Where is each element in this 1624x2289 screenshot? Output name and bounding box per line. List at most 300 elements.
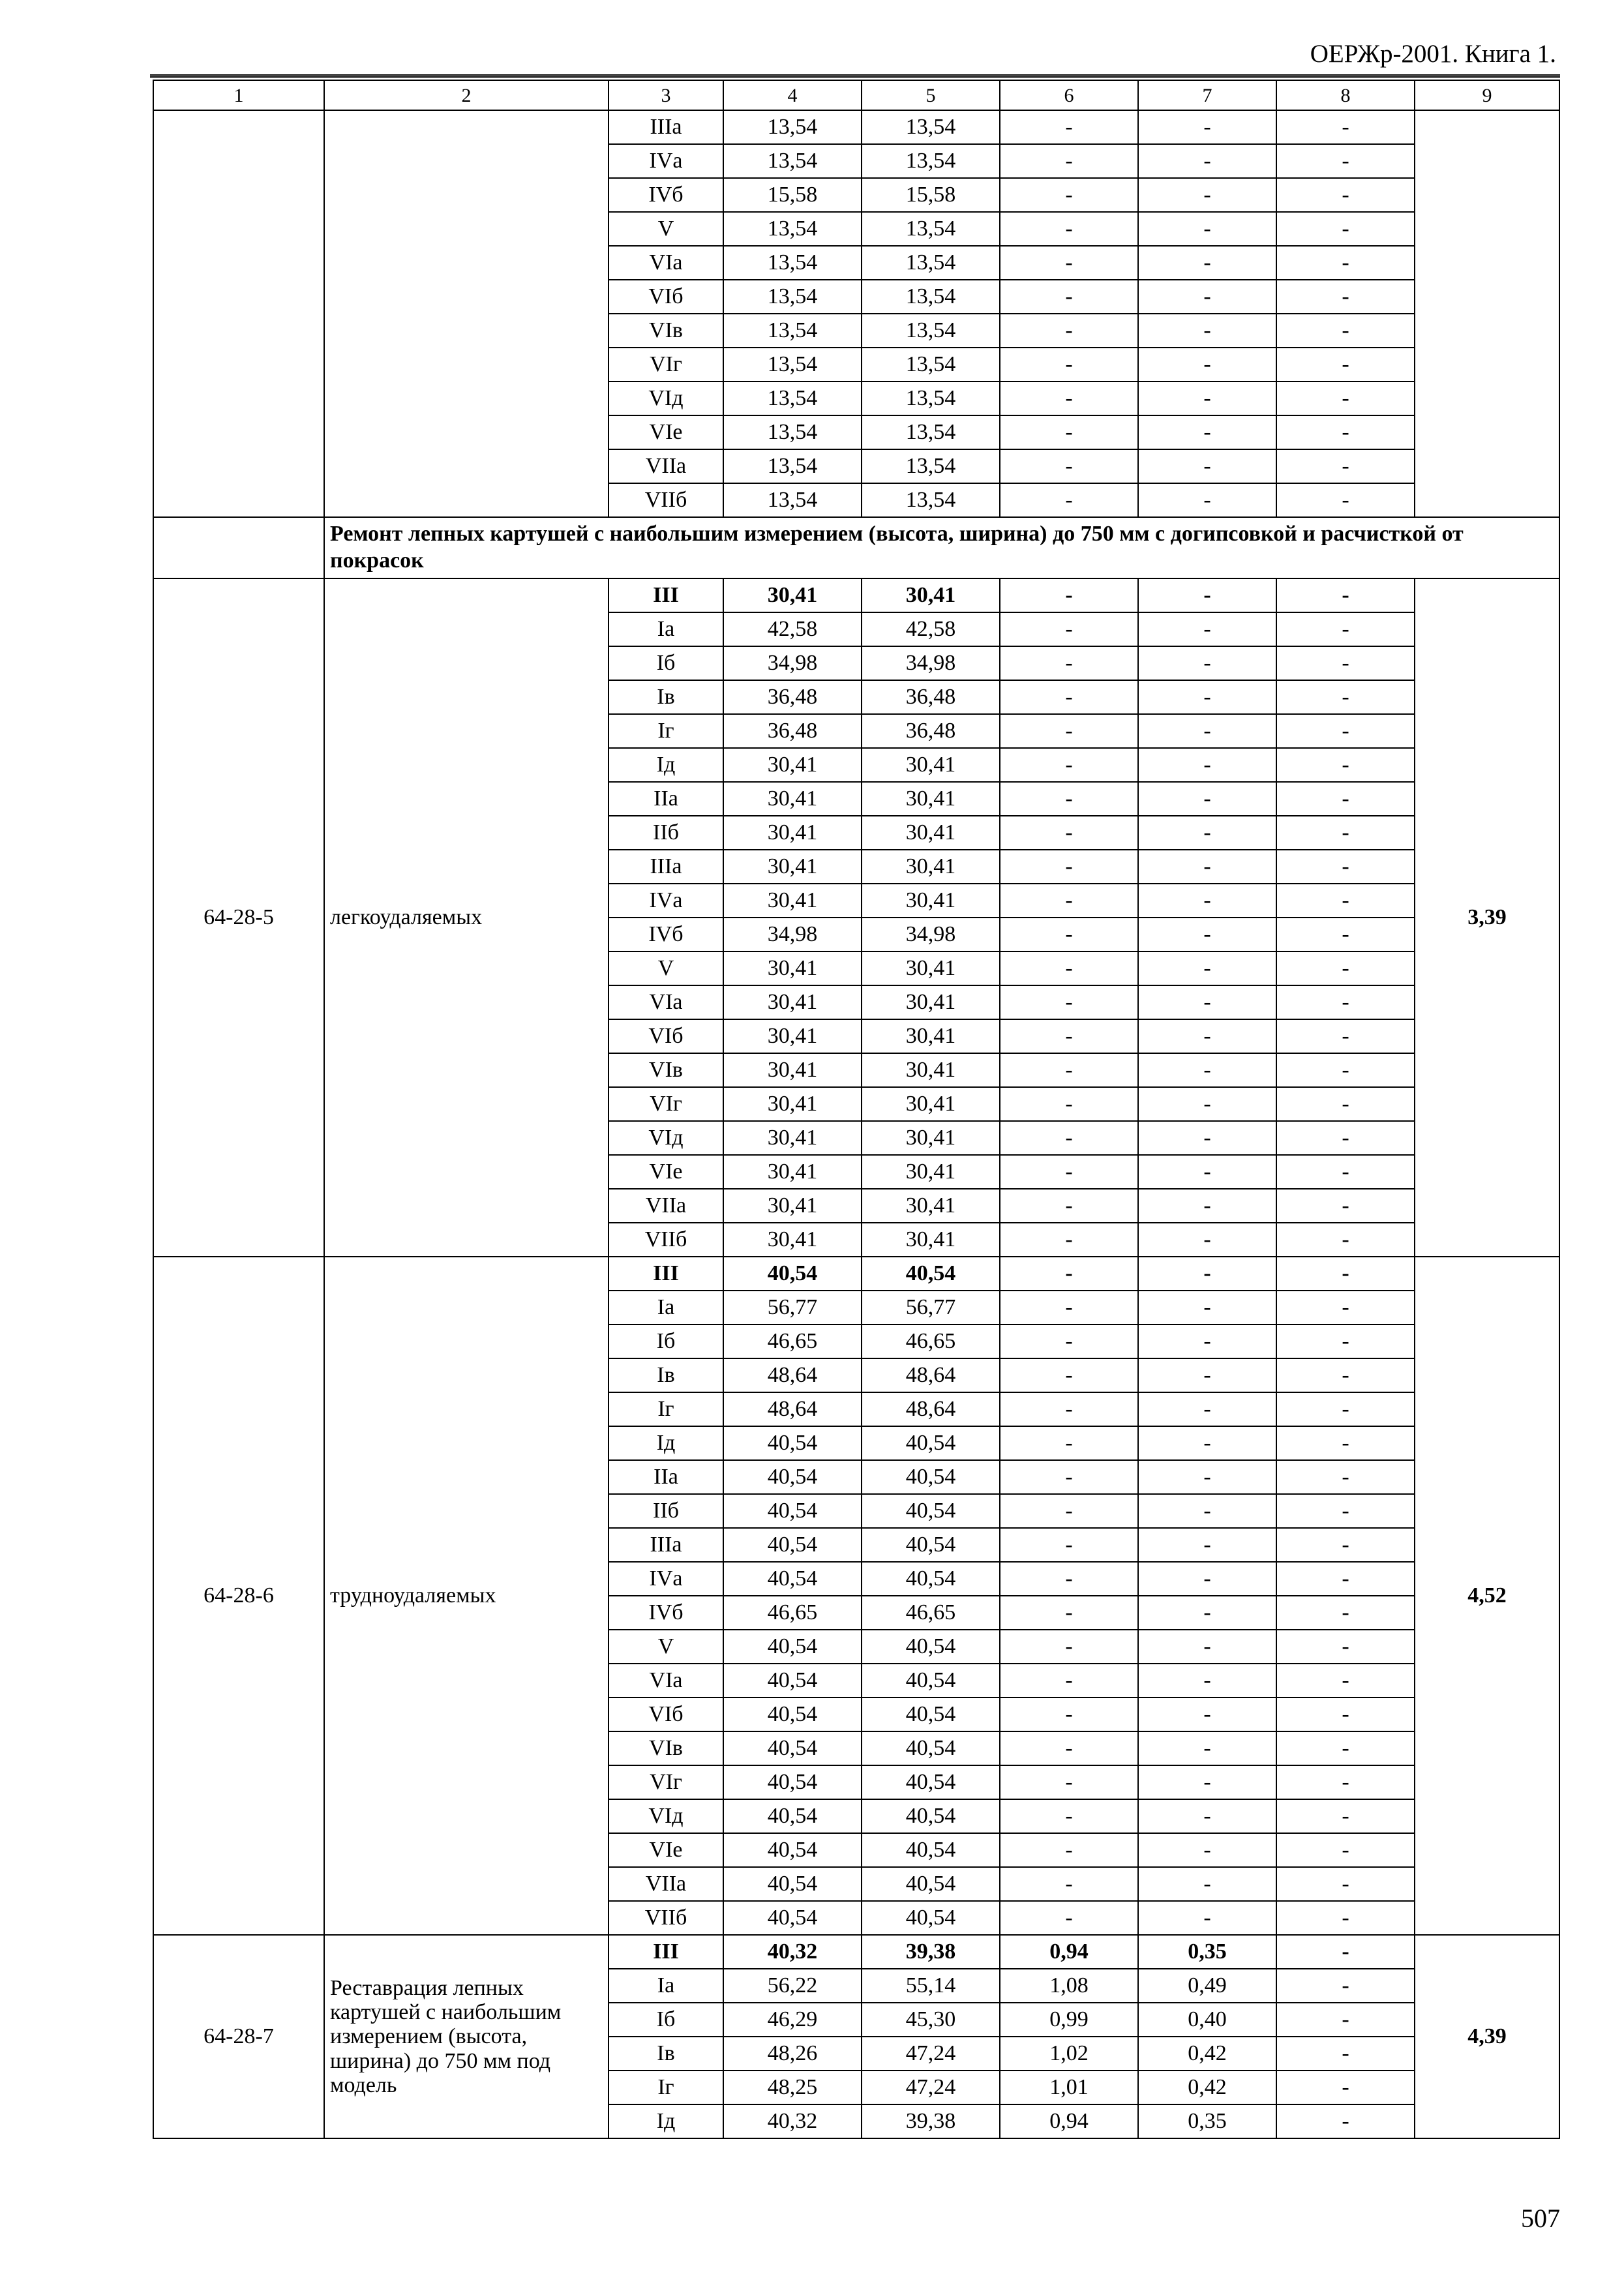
zone-cell: Iб — [609, 1324, 723, 1358]
value-cell: 30,41 — [862, 1087, 1000, 1121]
value-cell: 30,41 — [862, 951, 1000, 985]
value-cell: - — [1138, 612, 1276, 646]
column-number: 6 — [1000, 80, 1138, 110]
value-cell: 40,54 — [723, 1867, 862, 1901]
value-cell: - — [1138, 1630, 1276, 1664]
value-cell: - — [1276, 1392, 1415, 1426]
value-cell: - — [1000, 246, 1138, 280]
value-cell: 30,41 — [862, 1121, 1000, 1155]
table-body — [153, 80, 1559, 2138]
value-cell: - — [1276, 646, 1415, 680]
value-cell: 13,54 — [862, 483, 1000, 517]
value-cell: - — [1000, 415, 1138, 449]
value-cell: 30,41 — [723, 748, 862, 782]
value-cell: 40,54 — [862, 1630, 1000, 1664]
value-cell: - — [1138, 483, 1276, 517]
value-cell: 30,41 — [723, 578, 862, 612]
zone-cell: VIг — [609, 1087, 723, 1121]
value-cell: - — [1000, 1698, 1138, 1731]
value-cell: - — [1000, 1867, 1138, 1901]
value-cell: - — [1000, 816, 1138, 850]
value-cell: 0,42 — [1138, 2037, 1276, 2071]
zone-cell: V — [609, 1630, 723, 1664]
zone-cell: IIб — [609, 1494, 723, 1528]
value-cell: - — [1138, 1901, 1276, 1935]
value-cell: - — [1138, 1426, 1276, 1460]
value-cell: - — [1138, 1867, 1276, 1901]
value-cell: - — [1138, 951, 1276, 985]
value-cell: 0,99 — [1000, 2003, 1138, 2037]
value-cell: - — [1276, 1426, 1415, 1460]
value-cell: 13,54 — [723, 449, 862, 483]
value-cell: 30,41 — [862, 884, 1000, 918]
value-cell: - — [1276, 2003, 1415, 2037]
value-cell: 30,41 — [862, 985, 1000, 1019]
zone-cell: IIа — [609, 1460, 723, 1494]
value-cell: 13,54 — [862, 110, 1000, 144]
zone-cell: IIIа — [609, 850, 723, 884]
value-cell: - — [1138, 1562, 1276, 1596]
value-cell: - — [1138, 850, 1276, 884]
zone-cell: VIа — [609, 246, 723, 280]
value-cell: 30,41 — [862, 782, 1000, 816]
value-cell: 48,64 — [723, 1358, 862, 1392]
value-cell: 34,98 — [723, 918, 862, 951]
value-cell: 40,54 — [862, 1731, 1000, 1765]
value-cell: 30,41 — [723, 884, 862, 918]
value-cell: - — [1138, 246, 1276, 280]
value-cell: - — [1276, 918, 1415, 951]
value-cell: - — [1000, 1189, 1138, 1223]
value-cell: - — [1138, 1358, 1276, 1392]
value-cell: - — [1276, 483, 1415, 517]
value-cell: - — [1138, 1257, 1276, 1291]
zone-cell: Iб — [609, 2003, 723, 2037]
value-cell: 40,54 — [723, 1901, 862, 1935]
table-row — [153, 1257, 1559, 1291]
zone-cell: VIа — [609, 985, 723, 1019]
value-cell: 36,48 — [862, 680, 1000, 714]
value-cell: 30,41 — [723, 1189, 862, 1223]
value-cell: - — [1276, 415, 1415, 449]
value-cell: 47,24 — [862, 2071, 1000, 2104]
value-cell: - — [1000, 483, 1138, 517]
value-cell: 40,54 — [862, 1460, 1000, 1494]
value-cell: - — [1000, 578, 1138, 612]
value-cell: - — [1276, 1324, 1415, 1358]
zone-cell: IVб — [609, 178, 723, 212]
value-cell: - — [1000, 449, 1138, 483]
value-cell: - — [1000, 1019, 1138, 1053]
value-cell: - — [1000, 1901, 1138, 1935]
value-cell: 30,41 — [862, 1019, 1000, 1053]
zone-cell: Iа — [609, 612, 723, 646]
value-cell: 30,41 — [723, 1053, 862, 1087]
zone-cell: VIе — [609, 1833, 723, 1867]
value-cell: - — [1000, 382, 1138, 415]
rate-code: 64-28-6 — [153, 1257, 324, 1935]
value-cell: 40,54 — [723, 1833, 862, 1867]
value-cell: - — [1276, 1019, 1415, 1053]
zone-cell: Iв — [609, 1358, 723, 1392]
value-cell: 40,54 — [723, 1664, 862, 1698]
section-title-cell — [324, 517, 1559, 578]
zone-cell: V — [609, 951, 723, 985]
value-cell: 40,54 — [723, 1528, 862, 1562]
zone-cell: Iд — [609, 2104, 723, 2138]
value-cell: - — [1000, 1223, 1138, 1257]
value-cell: - — [1138, 782, 1276, 816]
value-cell: 13,54 — [862, 449, 1000, 483]
value-cell: - — [1000, 985, 1138, 1019]
value-cell: - — [1276, 1494, 1415, 1528]
section-code-cell — [153, 517, 324, 578]
value-cell: - — [1000, 1528, 1138, 1562]
value-cell: - — [1276, 2037, 1415, 2071]
value-cell: - — [1276, 1765, 1415, 1799]
value-cell: 39,38 — [862, 2104, 1000, 2138]
value-cell: 56,77 — [862, 1291, 1000, 1324]
table-row — [153, 1935, 1559, 1969]
value-cell: 13,54 — [723, 110, 862, 144]
column-number: 9 — [1415, 80, 1559, 110]
value-cell: - — [1000, 1155, 1138, 1189]
description-cell — [324, 110, 609, 517]
rate-description: трудноудаляемых — [324, 1257, 609, 1935]
zone-cell: VIIа — [609, 1189, 723, 1223]
value-cell: - — [1000, 1596, 1138, 1630]
zone-cell: VIд — [609, 1799, 723, 1833]
value-cell: 0,35 — [1138, 2104, 1276, 2138]
value-cell: 40,54 — [862, 1664, 1000, 1698]
total-cell: 4,39 — [1415, 1935, 1559, 2138]
value-cell: - — [1276, 2071, 1415, 2104]
value-cell: - — [1138, 1291, 1276, 1324]
value-cell: 13,54 — [862, 415, 1000, 449]
value-cell: - — [1000, 280, 1138, 314]
value-cell: 1,08 — [1000, 1969, 1138, 2003]
value-cell: 40,54 — [862, 1867, 1000, 1901]
value-cell: 56,22 — [723, 1969, 862, 2003]
value-cell: 48,26 — [723, 2037, 862, 2071]
value-cell: - — [1138, 1765, 1276, 1799]
value-cell: - — [1000, 1053, 1138, 1087]
value-cell: - — [1000, 1426, 1138, 1460]
zone-cell: VIIб — [609, 483, 723, 517]
zone-cell: Iв — [609, 2037, 723, 2071]
zone-cell: IIIа — [609, 1528, 723, 1562]
value-cell: 48,64 — [723, 1392, 862, 1426]
zone-cell: VIе — [609, 415, 723, 449]
value-cell: - — [1276, 1901, 1415, 1935]
zone-cell: III — [609, 1257, 723, 1291]
zone-cell: Iг — [609, 714, 723, 748]
value-cell: 13,54 — [723, 246, 862, 280]
value-cell: 36,48 — [862, 714, 1000, 748]
value-cell: - — [1138, 1731, 1276, 1765]
value-cell: 13,54 — [723, 483, 862, 517]
value-cell: 46,65 — [862, 1596, 1000, 1630]
value-cell: 40,54 — [862, 1765, 1000, 1799]
value-cell: - — [1000, 714, 1138, 748]
value-cell: - — [1276, 212, 1415, 246]
value-cell: - — [1000, 1392, 1138, 1426]
total-cell — [1415, 110, 1559, 517]
table-row — [153, 578, 1559, 612]
value-cell: 0,94 — [1000, 1935, 1138, 1969]
value-cell: 56,77 — [723, 1291, 862, 1324]
zone-cell: V — [609, 212, 723, 246]
value-cell: 46,65 — [723, 1596, 862, 1630]
value-cell: - — [1276, 1630, 1415, 1664]
zone-cell: IVа — [609, 1562, 723, 1596]
value-cell: - — [1276, 782, 1415, 816]
value-cell: - — [1000, 314, 1138, 348]
value-cell: - — [1000, 1291, 1138, 1324]
rates-table — [153, 80, 1560, 2139]
column-number: 5 — [862, 80, 1000, 110]
zone-cell: IVб — [609, 918, 723, 951]
value-cell: 1,02 — [1000, 2037, 1138, 2071]
zone-cell: IIб — [609, 816, 723, 850]
value-cell: 30,41 — [862, 816, 1000, 850]
zone-cell: III — [609, 1935, 723, 1969]
value-cell: - — [1000, 1257, 1138, 1291]
zone-cell: VIIб — [609, 1223, 723, 1257]
value-cell: - — [1276, 1460, 1415, 1494]
value-cell: - — [1000, 612, 1138, 646]
value-cell: - — [1000, 144, 1138, 178]
value-cell: - — [1138, 1019, 1276, 1053]
value-cell: - — [1138, 578, 1276, 612]
zone-cell: VIIб — [609, 1901, 723, 1935]
value-cell: - — [1000, 951, 1138, 985]
value-cell: - — [1276, 1528, 1415, 1562]
zone-cell: VIе — [609, 1155, 723, 1189]
code-cell — [153, 110, 324, 517]
page-header — [150, 38, 1560, 78]
rate-description: Реставрация лепных картушей с наибольшим измерением (высота, ширина) до 750 мм под модель — [324, 1935, 609, 2138]
value-cell: - — [1138, 1799, 1276, 1833]
value-cell: - — [1000, 1731, 1138, 1765]
value-cell: 30,41 — [723, 1087, 862, 1121]
value-cell: - — [1276, 1969, 1415, 2003]
value-cell: 0,35 — [1138, 1935, 1276, 1969]
value-cell: 40,54 — [723, 1630, 862, 1664]
value-cell: - — [1276, 850, 1415, 884]
value-cell: - — [1138, 314, 1276, 348]
value-cell: - — [1276, 1698, 1415, 1731]
zone-cell: Iд — [609, 748, 723, 782]
zone-cell: Iб — [609, 646, 723, 680]
value-cell: - — [1000, 1630, 1138, 1664]
value-cell: - — [1138, 1596, 1276, 1630]
value-cell: - — [1138, 1053, 1276, 1087]
value-cell: - — [1276, 1867, 1415, 1901]
value-cell: 46,29 — [723, 2003, 862, 2037]
section-heading-row — [153, 517, 1559, 578]
value-cell: - — [1276, 714, 1415, 748]
value-cell: - — [1138, 212, 1276, 246]
value-cell: - — [1138, 1189, 1276, 1223]
value-cell: 30,41 — [723, 850, 862, 884]
value-cell: - — [1276, 280, 1415, 314]
value-cell: - — [1000, 212, 1138, 246]
value-cell: 47,24 — [862, 2037, 1000, 2071]
value-cell: 13,54 — [723, 144, 862, 178]
value-cell: - — [1276, 382, 1415, 415]
value-cell: - — [1138, 382, 1276, 415]
value-cell: 13,54 — [862, 314, 1000, 348]
zone-cell: VIв — [609, 314, 723, 348]
value-cell: 13,54 — [723, 280, 862, 314]
page-number: 507 — [1521, 2204, 1560, 2233]
value-cell: - — [1276, 748, 1415, 782]
value-cell: - — [1000, 850, 1138, 884]
zone-cell: VIб — [609, 1698, 723, 1731]
value-cell: - — [1138, 714, 1276, 748]
value-cell: - — [1276, 314, 1415, 348]
value-cell: - — [1276, 110, 1415, 144]
value-cell: 40,54 — [723, 1460, 862, 1494]
value-cell: - — [1138, 178, 1276, 212]
zone-cell: VIг — [609, 1765, 723, 1799]
value-cell: 0,40 — [1138, 2003, 1276, 2037]
value-cell: 40,54 — [862, 1799, 1000, 1833]
zone-cell: VIг — [609, 348, 723, 382]
value-cell: 46,65 — [862, 1324, 1000, 1358]
value-cell: 40,54 — [862, 1833, 1000, 1867]
zone-cell: IIIа — [609, 110, 723, 144]
value-cell: - — [1138, 1155, 1276, 1189]
value-cell: - — [1276, 1155, 1415, 1189]
value-cell: 40,54 — [723, 1494, 862, 1528]
value-cell: - — [1276, 1121, 1415, 1155]
value-cell: 40,54 — [862, 1528, 1000, 1562]
value-cell: - — [1138, 1664, 1276, 1698]
value-cell: - — [1276, 1257, 1415, 1291]
value-cell: - — [1276, 1562, 1415, 1596]
value-cell: - — [1276, 816, 1415, 850]
zone-cell: Iд — [609, 1426, 723, 1460]
zone-cell: VIIа — [609, 449, 723, 483]
value-cell: - — [1276, 884, 1415, 918]
value-cell: - — [1000, 1087, 1138, 1121]
value-cell: - — [1138, 918, 1276, 951]
value-cell: 36,48 — [723, 680, 862, 714]
value-cell: 1,01 — [1000, 2071, 1138, 2104]
value-cell: - — [1000, 1664, 1138, 1698]
value-cell: 13,54 — [862, 212, 1000, 246]
zone-cell: VIв — [609, 1731, 723, 1765]
value-cell: 40,54 — [723, 1799, 862, 1833]
value-cell: - — [1000, 884, 1138, 918]
value-cell: 40,54 — [862, 1257, 1000, 1291]
zone-cell: Iг — [609, 2071, 723, 2104]
value-cell: 40,54 — [723, 1257, 862, 1291]
zone-cell: Iа — [609, 1291, 723, 1324]
value-cell: - — [1138, 1528, 1276, 1562]
zone-cell: IVб — [609, 1596, 723, 1630]
value-cell: 30,41 — [862, 748, 1000, 782]
zone-cell: VIа — [609, 1664, 723, 1698]
value-cell: - — [1276, 246, 1415, 280]
value-cell: 13,54 — [862, 280, 1000, 314]
value-cell: - — [1000, 1799, 1138, 1833]
value-cell: 0,94 — [1000, 2104, 1138, 2138]
value-cell: 13,54 — [723, 314, 862, 348]
value-cell: - — [1138, 1460, 1276, 1494]
value-cell: 40,32 — [723, 2104, 862, 2138]
value-cell: 0,42 — [1138, 2071, 1276, 2104]
value-cell: 30,41 — [862, 578, 1000, 612]
value-cell: - — [1138, 646, 1276, 680]
value-cell: 13,54 — [862, 246, 1000, 280]
value-cell: - — [1138, 280, 1276, 314]
value-cell: 40,54 — [862, 1426, 1000, 1460]
value-cell: 30,41 — [862, 1223, 1000, 1257]
value-cell: - — [1138, 1324, 1276, 1358]
value-cell: 30,41 — [723, 951, 862, 985]
rate-description: легкоудаляемых — [324, 578, 609, 1257]
value-cell: - — [1138, 680, 1276, 714]
value-cell: - — [1276, 680, 1415, 714]
value-cell: - — [1276, 1596, 1415, 1630]
value-cell: 0,49 — [1138, 1969, 1276, 2003]
value-cell: - — [1000, 1121, 1138, 1155]
value-cell: 55,14 — [862, 1969, 1000, 2003]
value-cell: - — [1138, 348, 1276, 382]
value-cell: - — [1276, 1935, 1415, 1969]
value-cell: - — [1000, 1765, 1138, 1799]
value-cell: 40,54 — [723, 1765, 862, 1799]
value-cell: 13,54 — [723, 212, 862, 246]
zone-cell: Iа — [609, 1969, 723, 2003]
value-cell: 46,65 — [723, 1324, 862, 1358]
value-cell: - — [1276, 1223, 1415, 1257]
value-cell: - — [1000, 348, 1138, 382]
value-cell: 13,54 — [723, 415, 862, 449]
value-cell: - — [1276, 1358, 1415, 1392]
zone-cell: III — [609, 578, 723, 612]
value-cell: 30,41 — [723, 985, 862, 1019]
value-cell: - — [1000, 178, 1138, 212]
value-cell: - — [1276, 178, 1415, 212]
column-number: 2 — [324, 80, 609, 110]
value-cell: - — [1276, 612, 1415, 646]
zone-cell: Iг — [609, 1392, 723, 1426]
value-cell: 13,54 — [862, 382, 1000, 415]
zone-cell: IVа — [609, 144, 723, 178]
value-cell: - — [1000, 1562, 1138, 1596]
zone-cell: VIд — [609, 1121, 723, 1155]
value-cell: 30,41 — [862, 1053, 1000, 1087]
value-cell: - — [1276, 1291, 1415, 1324]
column-number: 7 — [1138, 80, 1276, 110]
value-cell: - — [1138, 415, 1276, 449]
value-cell: 30,41 — [723, 1019, 862, 1053]
value-cell: 34,98 — [723, 646, 862, 680]
value-cell: - — [1000, 680, 1138, 714]
value-cell: - — [1276, 144, 1415, 178]
value-cell: 40,54 — [862, 1562, 1000, 1596]
value-cell: 40,54 — [862, 1698, 1000, 1731]
value-cell: - — [1138, 1087, 1276, 1121]
column-number: 8 — [1276, 80, 1415, 110]
value-cell: - — [1000, 782, 1138, 816]
value-cell: - — [1276, 951, 1415, 985]
value-cell: 30,41 — [723, 1121, 862, 1155]
